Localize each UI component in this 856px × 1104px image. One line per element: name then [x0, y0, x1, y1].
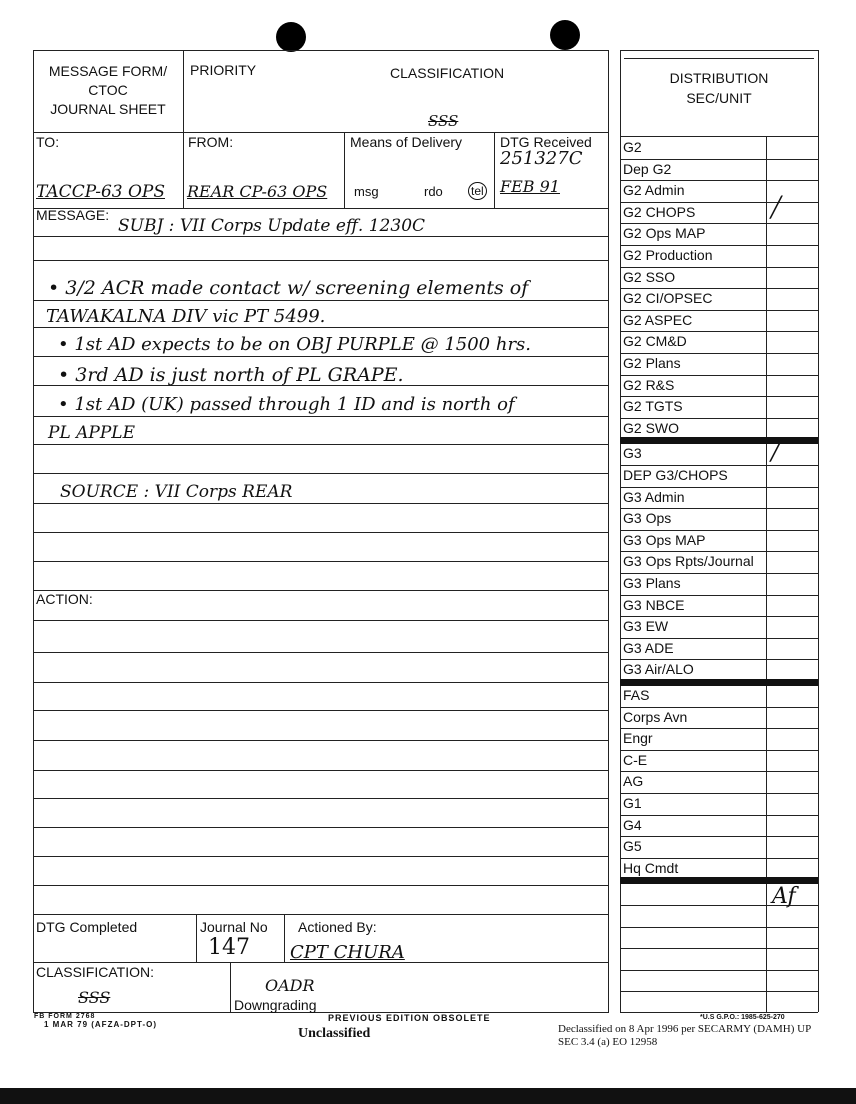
distribution-row-label: AG [623, 773, 644, 790]
distribution-row-label: FAS [623, 687, 650, 703]
distribution-row [620, 638, 818, 660]
distribution-row [620, 750, 818, 772]
distribution-row [620, 685, 818, 707]
distribution-row-label: Hq Cmdt [623, 859, 679, 876]
distribution-row-label: Corps Avn [623, 708, 688, 725]
previous-edition: PREVIOUS EDITION OBSOLETE [328, 1013, 491, 1023]
means-msg: msg [354, 184, 379, 199]
distribution-row [620, 137, 818, 159]
distribution-row-label: G2 SSO [623, 268, 676, 285]
message-line: SOURCE : VII Corps REAR [60, 482, 293, 502]
means-of-delivery-label: Means of Delivery [350, 134, 463, 150]
distribution-blank-row [620, 927, 818, 949]
distribution-row-label: G2 Admin [623, 182, 685, 199]
distribution-row-label: G2 CI/OPSEC [623, 290, 713, 307]
classification-label: CLASSIFICATION [390, 65, 505, 81]
from-value: REAR CP-63 OPS [187, 182, 328, 201]
dtg-received-value: 251327C FEB 91 [500, 148, 583, 196]
distribution-row-label: G3 Ops MAP [623, 531, 706, 548]
form-date: 1 MAR 79 (AFZA-DPT-O) [44, 1020, 157, 1029]
message-line: • 1st AD (UK) passed through 1 ID and is north of [58, 394, 515, 415]
distribution-row-label: G5 [623, 838, 642, 855]
to-value: TACCP-63 OPS [36, 182, 166, 202]
distribution-row-label: G3 Ops [623, 510, 672, 527]
distribution-row-label: Dep G2 [623, 160, 672, 177]
distribution-row [620, 310, 818, 332]
distribution-row-label: Engr [623, 730, 653, 747]
distribution-row-label: G3 NBCE [623, 596, 685, 613]
distribution-row [620, 707, 818, 729]
distribution-row [620, 465, 818, 487]
classification-bottom-label: CLASSIFICATION: [36, 964, 154, 980]
message-line: PL APPLE [48, 423, 135, 443]
distribution-row [620, 443, 818, 465]
declassified-note: Declassified on 8 Apr 1996 per SECARMY (DAMH) UP SEC 3.4 (a) EO 12958 [558, 1023, 812, 1048]
distribution-row [620, 267, 818, 289]
distribution-row-label: G3 Ops Rpts/Journal [623, 553, 754, 570]
downgrading-hand: OADR [265, 976, 315, 995]
distribution-blank-row [620, 970, 818, 992]
distribution-row [620, 659, 818, 681]
distribution-row [620, 616, 818, 638]
punch-hole-left [276, 22, 306, 52]
distribution-row-label: G2 [623, 139, 642, 155]
message-line: • 1st AD expects to be on OBJ PURPLE @ 1500 hrs. [58, 334, 532, 355]
distribution-title: DISTRIBUTION SEC/UNIT [669, 70, 769, 106]
message-line: • 3/2 ACR made contact w/ screening elements of [48, 277, 529, 299]
distribution-row [620, 836, 818, 858]
priority-label: PRIORITY [190, 62, 257, 78]
distribution-row-label: G2 Plans [623, 355, 681, 371]
distribution-row [620, 551, 818, 573]
distribution-row [620, 202, 818, 224]
downgrading-label: Downgrading [234, 997, 317, 1013]
distribution-row-label: G2 CM&D [623, 333, 687, 350]
means-rdo: rdo [424, 184, 443, 199]
distribution-row-label: C-E [623, 751, 648, 768]
distribution-row-label: DEP G3/CHOPS [623, 467, 728, 483]
distribution-row-label: G3 Admin [623, 488, 685, 505]
message-line: • 3rd AD is just north of PL GRAPE. [58, 364, 404, 386]
journal-no-value: 147 [208, 935, 250, 960]
distribution-row-label: G2 Ops MAP [623, 225, 706, 242]
distribution-row [620, 771, 818, 793]
distribution-row-label: G2 CHOPS [623, 203, 696, 220]
distribution-blank-row [620, 991, 818, 1013]
distribution-row [620, 728, 818, 750]
message-line: SUBJ : VII Corps Update eff. 1230C [118, 216, 426, 236]
distribution-row-label: G2 SWO [623, 419, 680, 436]
form-title: MESSAGE FORM/ CTOC JOURNAL SHEET [48, 63, 168, 117]
checkmark-g3: ╱ [770, 438, 783, 462]
distribution-row [620, 396, 818, 418]
distribution-row-label: G2 TGTS [623, 398, 683, 415]
distribution-row [620, 331, 818, 353]
distribution-row-label: G4 [623, 816, 642, 833]
means-tel: tel [468, 182, 487, 200]
distribution-row-label: G3 Air/ALO [623, 661, 694, 678]
from-label: FROM: [188, 134, 234, 150]
journal-no-label: Journal No [200, 919, 268, 935]
distribution-row [620, 530, 818, 552]
scan-edge [0, 1088, 856, 1104]
distribution-row-label: G2 ASPEC [623, 311, 693, 328]
classification-hand: SSS [428, 112, 459, 130]
distribution-row [620, 595, 818, 617]
distribution-row [620, 223, 818, 245]
unclassified-mark: Unclassified [298, 1026, 371, 1041]
dtg-received-label: DTG Received [500, 134, 592, 150]
distribution-row [620, 353, 818, 375]
punch-hole-right [550, 20, 580, 50]
distribution-row [620, 180, 818, 202]
distribution-row [620, 159, 818, 181]
distribution-row-label: G3 [623, 445, 642, 462]
distribution-row-label: G2 R&S [623, 376, 675, 393]
action-label: ACTION: [36, 591, 93, 607]
distribution-row-label: G1 [623, 795, 642, 811]
initials-signature: Af [772, 884, 796, 909]
actioned-by-value: CPT CHURA [290, 942, 405, 963]
actioned-by-label: Actioned By: [298, 919, 377, 935]
distribution-row [620, 573, 818, 595]
distribution-row-label: G2 Production [623, 247, 713, 263]
form-number: FB FORM 2768 [34, 1013, 96, 1020]
distribution-row-label: G3 Plans [623, 575, 681, 591]
distribution-blank-row [620, 948, 818, 970]
message-label: MESSAGE: [36, 207, 110, 223]
dtg-completed-label: DTG Completed [36, 919, 138, 935]
distribution-row [620, 815, 818, 837]
to-label: TO: [36, 134, 60, 150]
distribution-row [620, 508, 818, 530]
message-line: TAWAKALNA DIV vic PT 5499. [46, 306, 326, 327]
distribution-row [620, 245, 818, 267]
classification-bottom-value: SSS [78, 988, 111, 1007]
distribution-row-label: G3 EW [623, 618, 669, 635]
distribution-row [620, 288, 818, 310]
gpo-note: *U.S G.P.O.: 1985-625-270 [700, 1014, 785, 1021]
distribution-row [620, 793, 818, 815]
checkmark-chops: ╱ [770, 195, 783, 219]
distribution-row-label: G3 ADE [623, 639, 674, 656]
distribution-row [620, 487, 818, 509]
distribution-row [620, 375, 818, 397]
